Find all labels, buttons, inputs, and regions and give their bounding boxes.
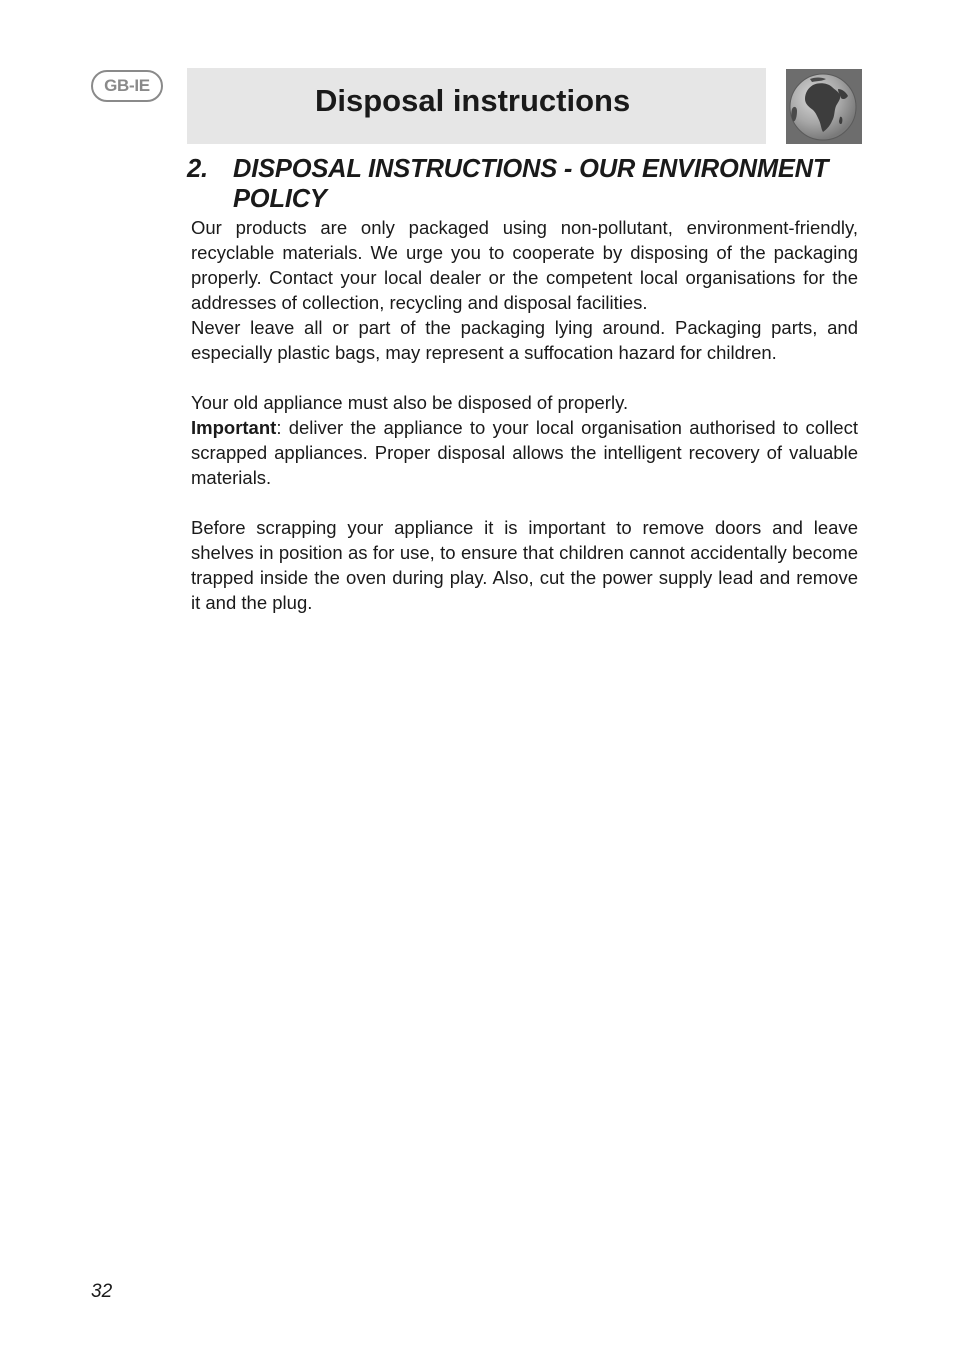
globe-icon — [786, 69, 862, 144]
body-text — [191, 215, 858, 615]
page-title: Disposal instructions — [315, 83, 631, 118]
paragraph-old-appliance: Your old appliance must also be disposed of properly. — [191, 392, 629, 413]
section-title: DISPOSAL INSTRUCTIONS - OUR ENVIRONMENT POLICY — [233, 155, 829, 213]
paragraph-important — [191, 415, 858, 490]
paragraph-scrapping: Before scrapping your appliance it is important to remove doors and leave shelves in position as for use, to ensure that children cannot accidentally become trapped inside the oven during play. Also, cut the power supply lead and remove it and the plug. — [191, 517, 858, 613]
paragraph-packaging: Our products are only packaged using non-pollutant, environment-friendly, recyclable materials. We urge you to cooperate by disposing of the packaging properly. Contact your local dealer or the competent local organisations for the addresses of collection, recycling and disposal facilities. — [191, 217, 858, 313]
important-text: : deliver the appliance to your local organisation authorised to collect scrapped appliances. Proper disposal allows the intelligent recovery of valuable materials. — [191, 417, 858, 488]
paragraph-hazard: Never leave all or part of the packaging lying around. Packaging parts, and especially plastic bags, may represent a suffocation hazard for children. — [191, 317, 858, 363]
page-number: 32 — [91, 1281, 113, 1302]
header-bar — [187, 68, 766, 144]
language-badge: GB-IE — [91, 70, 163, 102]
section-heading — [187, 154, 877, 214]
section-number: 2. — [187, 155, 208, 183]
important-label: Important — [191, 417, 277, 438]
